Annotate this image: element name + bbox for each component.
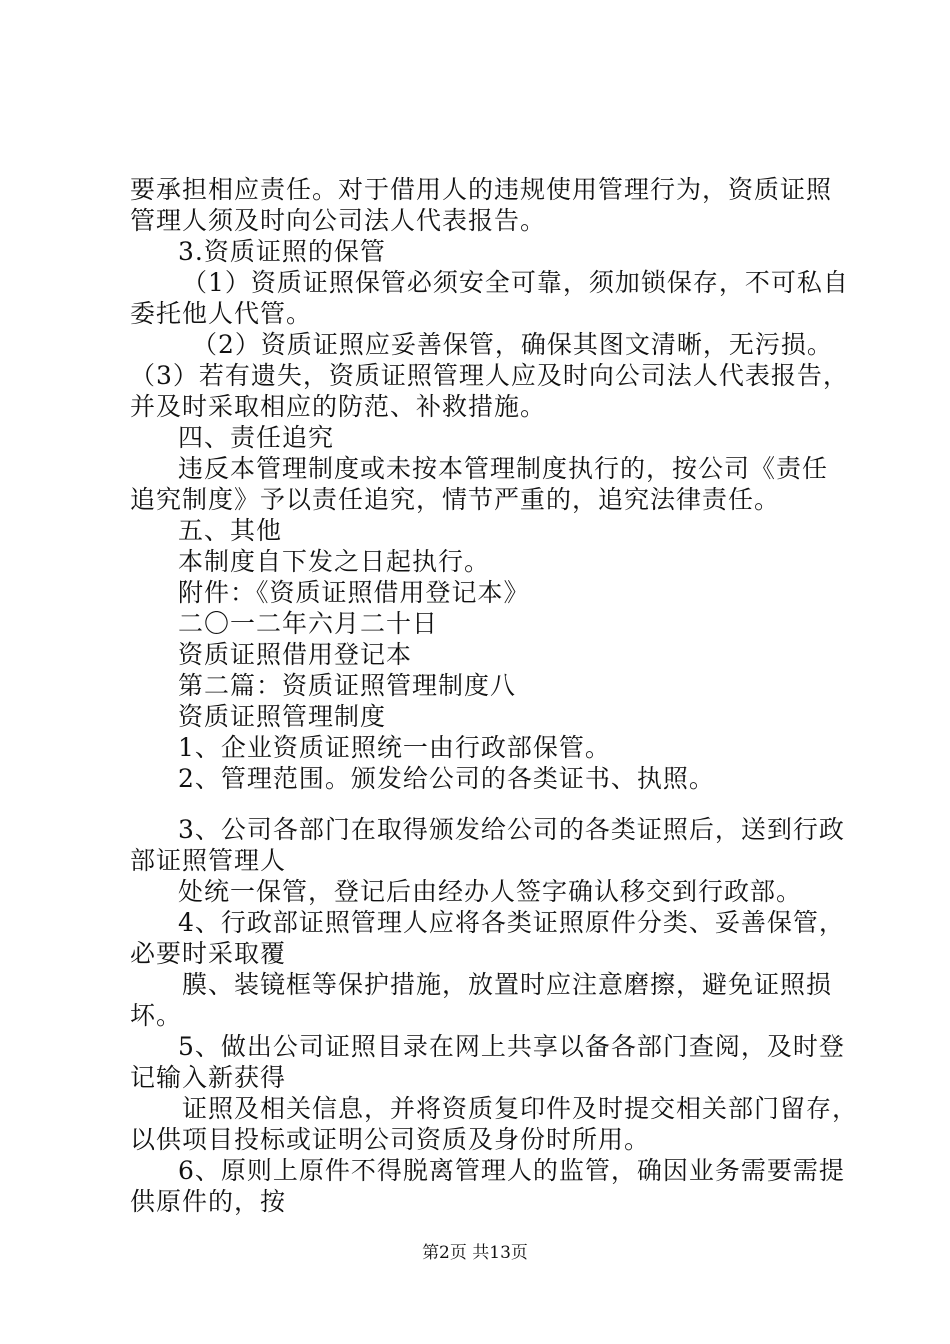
body-line: 管理人须及时向公司法人代表报告。 (130, 206, 547, 235)
body-line: 要承担相应责任。对于借用人的违规使用管理行为，资质证照 (130, 175, 833, 204)
body-line: 违反本管理制度或未按本管理制度执行的，按公司《责任 (178, 454, 829, 483)
body-line: 处统一保管，登记后由经办人签字确认移交到行政部。 (178, 877, 803, 906)
section-heading: 3.资质证照的保管 (178, 237, 386, 266)
section-heading: 五、其他 (178, 516, 283, 545)
body-line: 以供项目投标或证明公司资质及身份时所用。 (130, 1125, 651, 1154)
body-line: 2、管理范围。颁发给公司的各类证书、执照。 (178, 764, 715, 793)
body-line: 1、企业资质证照统一由行政部保管。 (178, 733, 611, 762)
page-number-footer: 第2页 共13页 (422, 1243, 528, 1263)
body-line: 6、原则上原件不得脱离管理人的监管，确因业务需要需提 (178, 1156, 845, 1185)
document-subtitle: 资质证照管理制度 (178, 702, 387, 731)
body-line: 并及时采取相应的防范、补救措施。 (130, 392, 547, 421)
body-line: 资质证照借用登记本 (178, 640, 413, 669)
body-line: （2）资质证照应妥善保管，确保其图文清晰，无污损。 (192, 330, 833, 359)
body-line: 3、公司各部门在取得颁发给公司的各类证照后，送到行政 (178, 815, 845, 844)
body-line: 供原件的，按 (130, 1187, 287, 1216)
body-line: （1）资质证照保管必须安全可靠，须加锁保存，不可私自 (182, 268, 849, 297)
body-line: 记输入新获得 (130, 1063, 287, 1092)
body-line: 委托他人代管。 (130, 299, 313, 328)
body-line: 追究制度》予以责任追究，情节严重的，追究法律责任。 (130, 485, 781, 514)
body-line: 坏。 (130, 1001, 183, 1030)
body-line: 部证照管理人 (130, 846, 287, 875)
body-line: 必要时采取覆 (130, 939, 287, 968)
body-line: 膜、装镜框等保护措施，放置时应注意磨擦，避免证照损 (182, 970, 833, 999)
date-line: 二〇一二年六月二十日 (178, 609, 439, 638)
chapter-title: 第二篇：资质证照管理制度八 (178, 671, 517, 700)
attachment-line: 附件：《资质证照借用登记本》 (178, 578, 530, 607)
body-line: （3）若有遗失，资质证照管理人应及时向公司法人代表报告， (130, 361, 849, 390)
body-line: 证照及相关信息，并将资质复印件及时提交相关部门留存， (182, 1094, 859, 1123)
section-heading: 四、责任追究 (178, 423, 335, 452)
body-line: 5、做出公司证照目录在网上共享以备各部门查阅，及时登 (178, 1032, 845, 1061)
body-line: 4、行政部证照管理人应将各类证照原件分类、妥善保管， (178, 908, 845, 937)
body-line: 本制度自下发之日起执行。 (178, 547, 491, 576)
